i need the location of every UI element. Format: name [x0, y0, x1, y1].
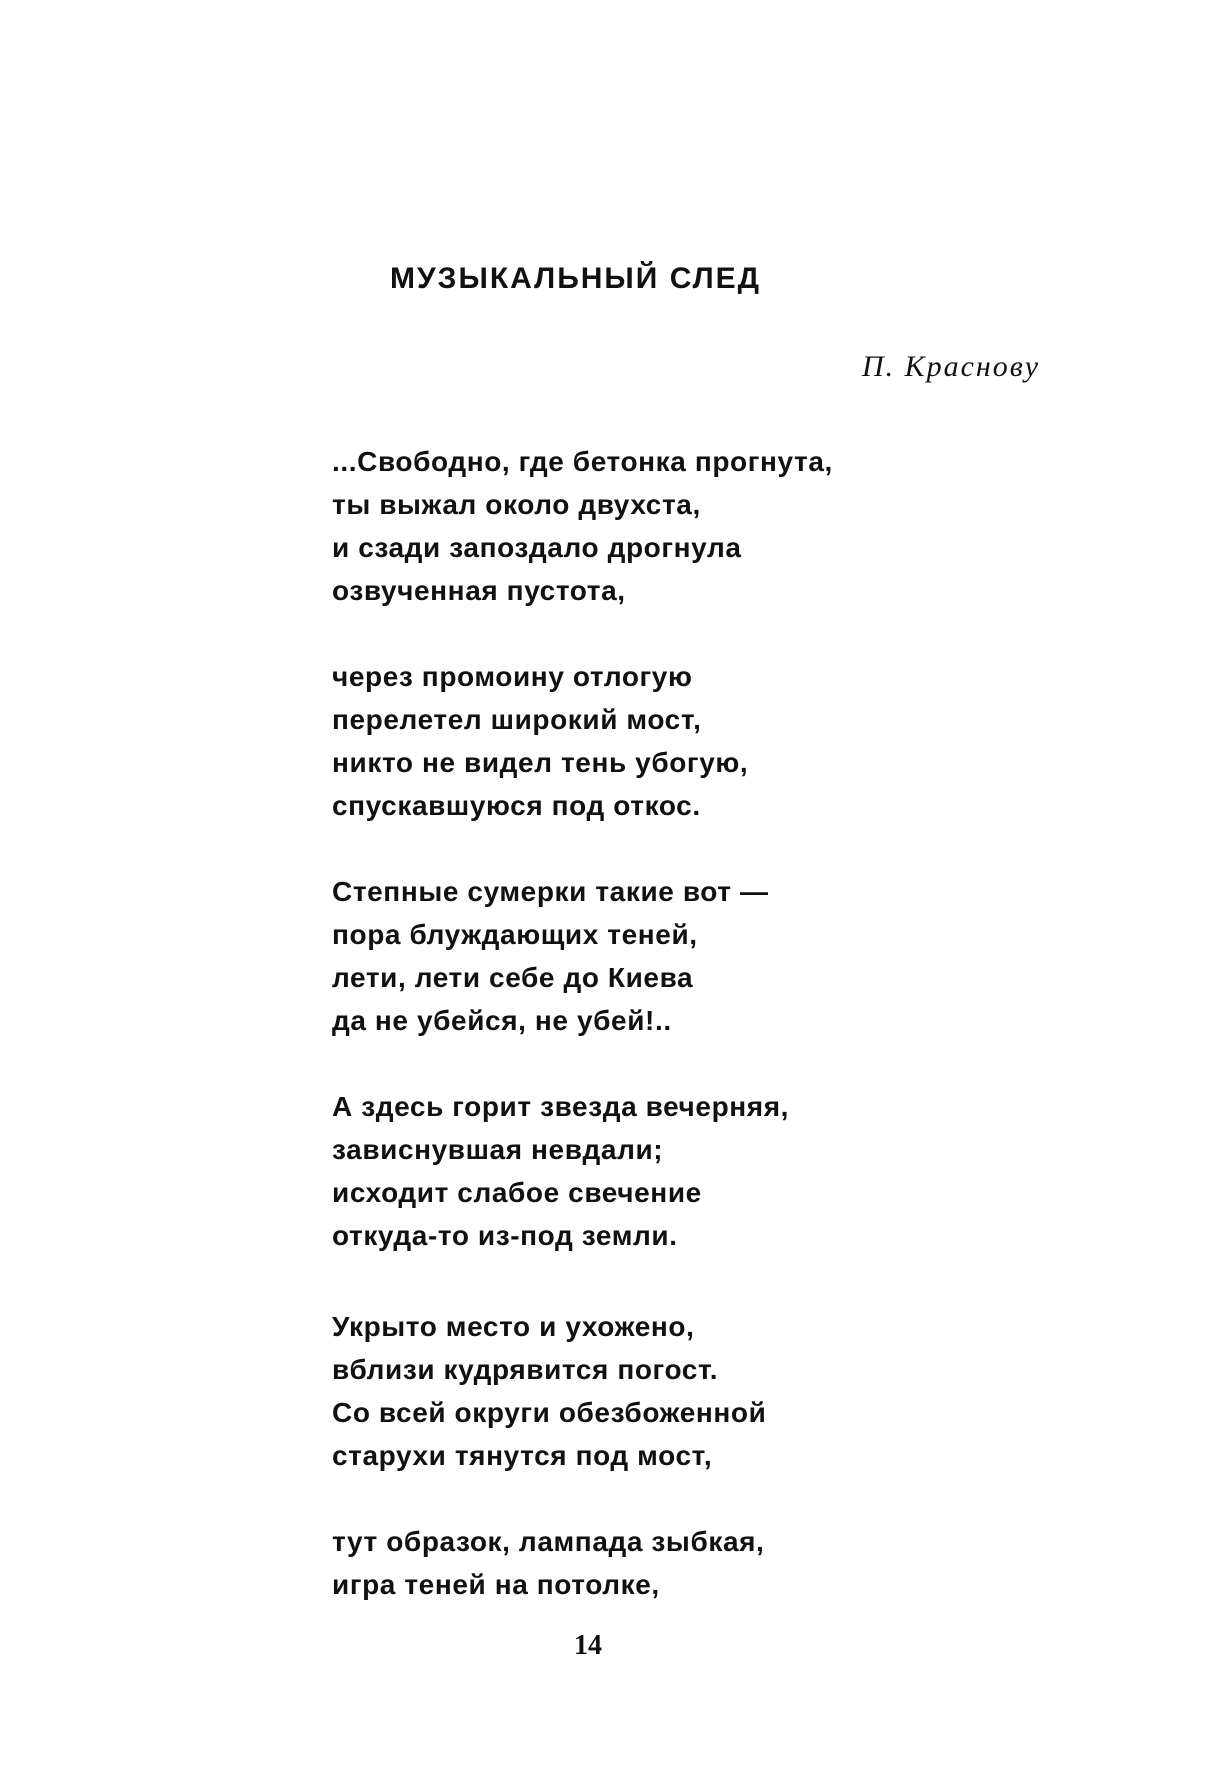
poem-line: никто не видел тень убогую, — [332, 747, 749, 778]
stanza-1 — [332, 440, 892, 612]
poem-line: через промоину отлогую — [332, 661, 693, 692]
poem-line: спускавшуюся под откос. — [332, 790, 701, 821]
stanza-2 — [332, 655, 892, 827]
poem-line: перелетел широкий мост, — [332, 704, 702, 735]
poem-line: старухи тянутся под мост, — [332, 1440, 713, 1471]
poem-dedication: П. Краснову — [862, 350, 1041, 383]
poem-line: да не убейся, не убей!.. — [332, 1005, 672, 1036]
poem-line: ты выжал около двухста, — [332, 489, 701, 520]
stanza-6 — [332, 1520, 892, 1606]
poem-line: вблизи кудрявится погост. — [332, 1354, 719, 1385]
poem-line: зависнувшая невдали; — [332, 1134, 664, 1165]
poem-line: игра теней на потолке, — [332, 1569, 660, 1600]
poem-line: ...Свободно, где бетонка прогнута, — [332, 446, 833, 477]
poem-line: и сзади запоздало дрогнула — [332, 532, 742, 563]
stanza-5 — [332, 1305, 892, 1477]
poem-line: лети, лети себе до Киева — [332, 962, 694, 993]
poem-line: озвученная пустота, — [332, 575, 626, 606]
stanza-3 — [332, 870, 892, 1042]
poem-line: исходит слабое свечение — [332, 1177, 702, 1208]
poem-title: МУЗЫКАЛЬНЫЙ СЛЕД — [390, 262, 762, 295]
poem-line: Со всей округи обезбоженной — [332, 1397, 767, 1428]
poem-line: Укрыто место и ухожено, — [332, 1311, 695, 1342]
poem-line: Степные сумерки такие вот — — [332, 876, 769, 907]
stanza-4 — [332, 1085, 892, 1257]
page-number: 14 — [574, 1630, 602, 1661]
poem-line: А здесь горит звезда вечерняя, — [332, 1091, 790, 1122]
poem-line: тут образок, лампада зыбкая, — [332, 1526, 765, 1557]
poem-line: пора блуждающих теней, — [332, 919, 698, 950]
poem-line: откуда-то из-под земли. — [332, 1220, 678, 1251]
